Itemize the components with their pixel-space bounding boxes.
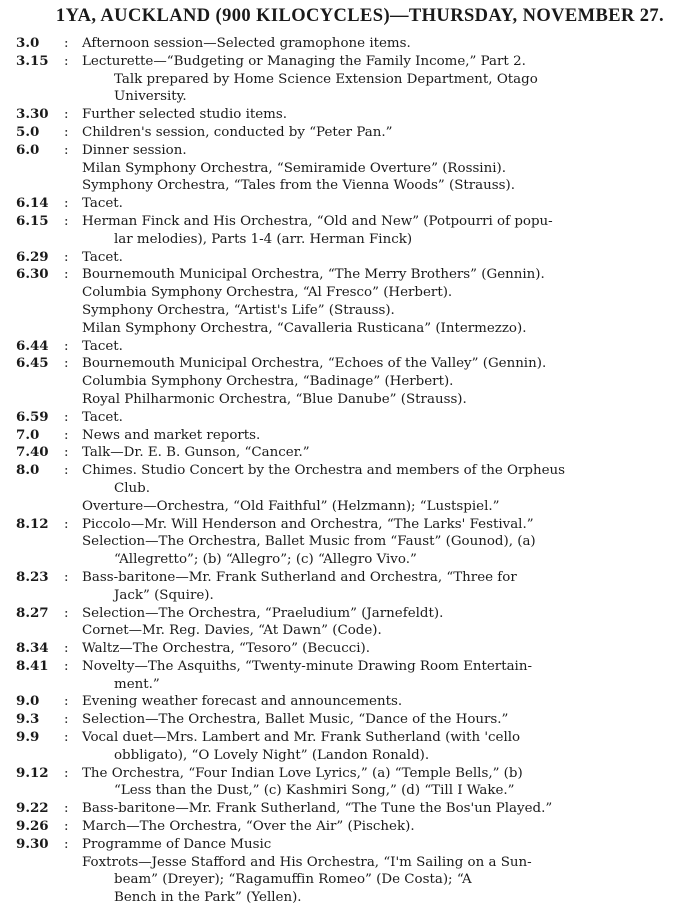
entry-time: 6.45 xyxy=(16,355,49,372)
programme-entry xyxy=(16,106,690,124)
entry-time: 3.15 xyxy=(16,52,49,69)
entry-line: Chimes. Studio Concert by the Orchestra and members of the Orpheus xyxy=(82,463,566,479)
entry-line: March—The Orchestra, “Over the Air” (Pischek). xyxy=(82,819,415,835)
programme-entry xyxy=(16,444,690,462)
entry-body xyxy=(82,516,690,569)
entry-line: Herman Finck and His Orchestra, “Old and New” (Potpourri of popu- xyxy=(82,213,553,229)
entry-line: Evening weather forecast and announcements. xyxy=(82,694,403,710)
entry-colon: : xyxy=(64,801,69,817)
entry-body xyxy=(82,658,690,694)
programme-entry xyxy=(16,355,690,408)
entry-time: 9.9 xyxy=(16,729,40,746)
entry-line: Symphony Orchestra, “Tales from the Vienna Woods” (Strauss). xyxy=(82,178,515,194)
entry-line: Selection—The Orchestra, Ballet Music, “Dance of the Hours.” xyxy=(82,712,509,728)
entry-line: Children's session, conducted by “Peter Pan.” xyxy=(82,124,393,140)
entry-body xyxy=(82,444,690,462)
entry-line: Novelty—The Asquiths, “Twenty-minute Drawing Room Entertain- xyxy=(82,658,532,674)
entry-body xyxy=(82,605,690,641)
entry-colon: : xyxy=(64,213,69,229)
entry-colon: : xyxy=(64,658,69,674)
entry-line: Tacet. xyxy=(82,338,123,354)
entry-line: University. xyxy=(114,89,187,105)
entry-line: Foxtrots—Jesse Stafford and His Orchestra, “I'm Sailing on a Sun- xyxy=(82,854,532,870)
entry-line: News and market reports. xyxy=(82,427,261,443)
entry-colon: : xyxy=(64,516,69,532)
entry-time: 8.41 xyxy=(16,657,49,674)
entry-body xyxy=(82,693,690,711)
entry-time: 8.34 xyxy=(16,640,49,657)
programme-entry xyxy=(16,338,690,356)
entry-time: 7.40 xyxy=(16,444,49,461)
entry-time: 9.12 xyxy=(16,764,49,781)
entry-body xyxy=(82,462,690,515)
entry-colon: : xyxy=(64,53,69,69)
entry-line: Vocal duet—Mrs. Lambert and Mr. Frank Sutherland (with 'cello xyxy=(82,730,521,746)
entry-body xyxy=(82,711,690,729)
programme-entry xyxy=(16,729,690,765)
entry-colon: : xyxy=(64,641,69,657)
entry-line: beam” (Dreyer); “Ragamuffin Romeo” (De Costa); “A xyxy=(114,872,472,888)
entry-line: Milan Symphony Orchestra, “Semiramide Overture” (Rossini). xyxy=(82,160,506,176)
entry-colon: : xyxy=(64,445,69,461)
entry-colon: : xyxy=(64,712,69,728)
entry-line: Bench in the Park” (Yellen). xyxy=(114,890,302,906)
entry-body xyxy=(82,53,690,106)
entry-time: 8.23 xyxy=(16,568,49,585)
entry-line: The Orchestra, “Four Indian Love Lyrics,” (a) “Temple Bells,” (b) xyxy=(82,765,523,781)
entry-colon: : xyxy=(64,409,69,425)
entry-body xyxy=(82,765,690,801)
entry-line: obbligato), “O Lovely Night” (Landon Ronald). xyxy=(114,747,430,763)
entry-line: Lecturette—“Budgeting or Managing the Family Income,” Part 2. xyxy=(82,53,526,69)
entry-line: Club. xyxy=(114,480,150,496)
programme-entry xyxy=(16,142,690,195)
entry-line: Tacet. xyxy=(82,409,123,425)
entry-colon: : xyxy=(64,694,69,710)
programme-entry xyxy=(16,800,690,818)
entry-line: Programme of Dance Music xyxy=(82,836,272,852)
entry-colon: : xyxy=(64,605,69,621)
entry-colon: : xyxy=(64,338,69,354)
entry-body xyxy=(82,800,690,818)
entry-time: 6.15 xyxy=(16,212,49,229)
entry-colon: : xyxy=(64,730,69,746)
programme-entry xyxy=(16,711,690,729)
entry-time: 3.0 xyxy=(16,35,40,51)
entry-body xyxy=(82,266,690,337)
entry-colon: : xyxy=(64,356,69,372)
entry-colon: : xyxy=(64,427,69,443)
entry-colon: : xyxy=(64,124,69,140)
entry-body xyxy=(82,338,690,356)
entry-line: Bournemouth Municipal Orchestra, “Echoes of the Valley” (Gennin). xyxy=(82,356,547,372)
entry-line: Tacet. xyxy=(82,196,123,212)
entry-body xyxy=(82,249,690,267)
entry-line: Overture—Orchestra, “Old Faithful” (Helzmann); “Lustspiel.” xyxy=(82,498,500,514)
entry-body xyxy=(82,106,690,124)
entry-line: Royal Philharmonic Orchestra, “Blue Danube” (Strauss). xyxy=(82,391,467,407)
entry-body xyxy=(82,818,690,836)
programme-entry xyxy=(16,658,690,694)
entry-line: Further selected studio items. xyxy=(82,107,288,123)
entry-time: 6.0 xyxy=(16,141,40,158)
programme-entry xyxy=(16,195,690,213)
entry-line: Tacet. xyxy=(82,249,123,265)
entry-line: Selection—The Orchestra, Ballet Music from “Faust” (Gounod), (a) xyxy=(82,534,536,550)
entry-body xyxy=(82,836,690,907)
entry-time: 7.0 xyxy=(16,426,40,443)
programme-entry xyxy=(16,427,690,445)
entry-time: 9.26 xyxy=(16,818,49,835)
programme-entry xyxy=(16,213,690,249)
entry-time: 6.29 xyxy=(16,248,49,265)
entry-time: 5.0 xyxy=(16,123,40,140)
entry-line: “Allegretto”; (b) “Allegro”; (c) “Allegro Vivo.” xyxy=(114,552,417,568)
entry-time: 9.3 xyxy=(16,711,40,728)
entry-colon: : xyxy=(64,836,69,852)
entry-line: “Less than the Dust,” (c) Kashmiri Song,” (d) “Till I Wake.” xyxy=(114,783,515,799)
station-heading: 1YA, AUCKLAND (900 KILOCYCLES)—THURSDAY, NOVEMBER 27. xyxy=(55,6,665,26)
entry-colon: : xyxy=(64,765,69,781)
entry-body xyxy=(82,213,690,249)
entry-time: 6.44 xyxy=(16,337,49,354)
entry-colon: : xyxy=(64,196,69,212)
entry-colon: : xyxy=(64,463,69,479)
entry-line: Bournemouth Municipal Orchestra, “The Merry Brothers” (Gennin). xyxy=(82,267,545,283)
entry-time: 6.59 xyxy=(16,408,49,425)
entry-line: lar melodies), Parts 1-4 (arr. Herman Finck) xyxy=(114,231,413,247)
entry-line: ment.” xyxy=(114,676,160,692)
programme-entry xyxy=(16,765,690,801)
entry-time: 9.30 xyxy=(16,835,49,852)
entry-line: Milan Symphony Orchestra, “Cavalleria Rusticana” (Intermezzo). xyxy=(82,320,527,336)
entry-line: Symphony Orchestra, “Artist's Life” (Strauss). xyxy=(82,302,395,318)
entry-colon: : xyxy=(64,142,69,158)
entry-line: Dinner session. xyxy=(82,142,187,158)
programme-entry xyxy=(16,640,690,658)
entry-colon: : xyxy=(64,267,69,283)
entry-line: Afternoon session—Selected gramophone items. xyxy=(82,36,411,51)
entry-colon: : xyxy=(64,249,69,265)
entry-time: 9.22 xyxy=(16,800,49,817)
programme-entry xyxy=(16,249,690,267)
entry-colon: : xyxy=(64,36,69,51)
entry-body xyxy=(82,427,690,445)
programme-entry xyxy=(16,693,690,711)
entry-line: Bass-baritone—Mr. Frank Sutherland, “The Tune the Bos'un Played.” xyxy=(82,801,553,817)
programme-list xyxy=(16,35,690,907)
entry-body xyxy=(82,409,690,427)
programme-entry xyxy=(16,818,690,836)
programme-entry xyxy=(16,35,690,53)
entry-colon: : xyxy=(64,569,69,585)
entry-body xyxy=(82,640,690,658)
entry-time: 8.0 xyxy=(16,462,40,479)
entry-line: Jack” (Squire). xyxy=(114,587,214,603)
entry-line: Talk prepared by Home Science Extension Department, Otago xyxy=(114,71,538,87)
entry-line: Waltz—The Orchestra, “Tesoro” (Becucci). xyxy=(82,641,371,657)
entry-body xyxy=(82,124,690,142)
entry-body xyxy=(82,569,690,605)
programme-entry xyxy=(16,836,690,907)
entry-time: 6.14 xyxy=(16,195,49,212)
programme-entry xyxy=(16,605,690,641)
programme-entry xyxy=(16,569,690,605)
entry-line: Bass-baritone—Mr. Frank Sutherland and Orchestra, “Three for xyxy=(82,569,517,585)
entry-body xyxy=(82,35,690,53)
entry-line: Piccolo—Mr. Will Henderson and Orchestra, “The Larks' Festival.” xyxy=(82,516,534,532)
entry-colon: : xyxy=(64,819,69,835)
entry-time: 6.30 xyxy=(16,266,49,283)
entry-line: Selection—The Orchestra, “Praeludium” (Jarnefeldt). xyxy=(82,605,444,621)
programme-entry xyxy=(16,53,690,106)
programme-entry xyxy=(16,409,690,427)
programme-entry xyxy=(16,124,690,142)
entry-time: 8.27 xyxy=(16,604,49,621)
entry-line: Cornet—Mr. Reg. Davies, “At Dawn” (Code). xyxy=(82,623,382,639)
entry-time: 3.30 xyxy=(16,106,49,123)
entry-body xyxy=(82,729,690,765)
programme-entry xyxy=(16,266,690,337)
entry-body xyxy=(82,355,690,408)
entry-line: Talk—Dr. E. B. Gunson, “Cancer.” xyxy=(82,445,310,461)
entry-time: 9.0 xyxy=(16,693,40,710)
programme-entry xyxy=(16,516,690,569)
entry-body xyxy=(82,142,690,195)
entry-body xyxy=(82,195,690,213)
entry-colon: : xyxy=(64,107,69,123)
entry-line: Columbia Symphony Orchestra, “Al Fresco” (Herbert). xyxy=(82,285,453,301)
entry-time: 8.12 xyxy=(16,515,49,532)
entry-line: Columbia Symphony Orchestra, “Badinage” (Herbert). xyxy=(82,374,454,390)
programme-entry xyxy=(16,462,690,515)
